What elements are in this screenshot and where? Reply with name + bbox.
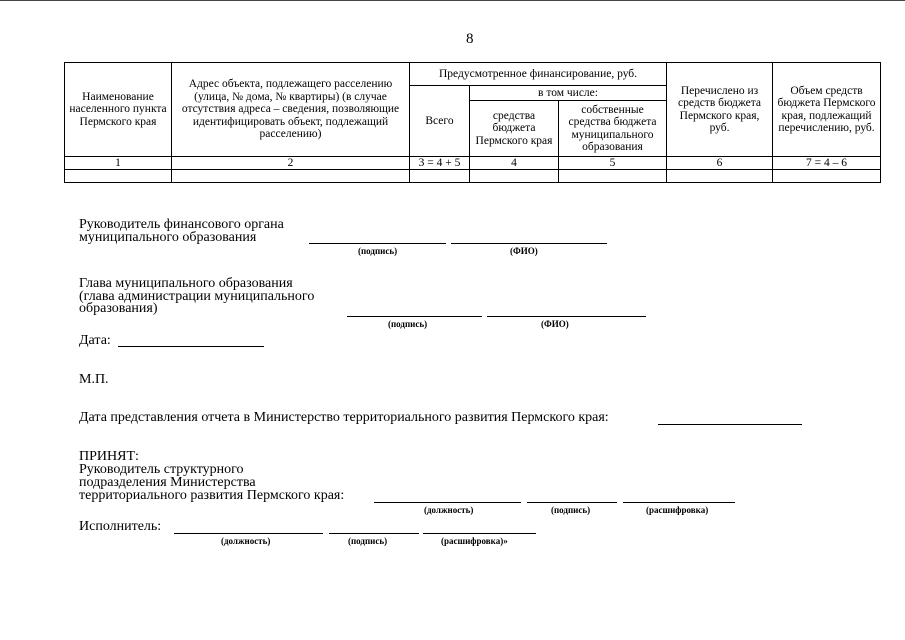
finance-head-signature-field[interactable] [309,243,446,244]
header-transferred: Перечислено из средств бюджета Пермского края, руб. [667,63,773,157]
table-cell[interactable] [667,170,773,183]
executor-label: Исполнитель: [79,519,162,534]
report-date-field[interactable] [658,424,802,425]
date-label: Дата: [79,333,111,348]
header-municipal-budget: собственные средства бюджета муниципального образования [559,101,667,157]
caption-decoding: (расшифровка) [646,505,709,515]
page-number: 8 [466,31,474,47]
column-number: 5 [559,157,667,170]
header-total: Всего [410,86,470,157]
table-cell[interactable] [65,170,172,183]
caption-name: (ФИО) [541,319,569,329]
column-number: 1 [65,157,172,170]
caption-position: (должность) [221,536,271,546]
caption-name: (ФИО) [510,246,538,256]
accepted-line1: Руководитель структурного [79,462,244,477]
municipal-head-title-line2: (глава администрации муниципального [79,289,315,304]
report-date-label: Дата представления отчета в Министерство территориального развития Пермского края: [79,410,609,425]
finance-head-name-field[interactable] [451,243,607,244]
finance-head-title-line1: Руководитель финансового органа [79,217,284,232]
executor-signature-field[interactable] [329,533,419,534]
caption-signature: (подпись) [551,505,591,515]
header-object-address: Адрес объекта, подлежащего расселению (улица, № дома, № квартиры) (в случае отсутствия адреса – сведения, позволяющие идентифицировать объект, подлежащий расселению) [172,63,410,157]
report-table [64,62,881,183]
column-number: 7 = 4 – 6 [773,157,881,170]
municipal-head-name-field[interactable] [487,316,646,317]
column-number: 2 [172,157,410,170]
caption-signature: (подпись) [358,246,398,256]
accepted-line3: территориального развития Пермского края: [79,488,345,503]
executor-decoding-field[interactable] [423,533,536,534]
table-cell[interactable] [410,170,470,183]
finance-head-title-line2: муниципального образования [79,230,257,245]
column-number: 3 = 4 + 5 [410,157,470,170]
column-number: 6 [667,157,773,170]
caption-signature: (подпись) [348,536,388,546]
municipal-head-signature-field[interactable] [347,316,482,317]
caption-position: (должность) [424,505,474,515]
table-cell[interactable] [559,170,667,183]
date-field[interactable] [118,346,264,347]
table-cell[interactable] [172,170,410,183]
municipal-head-title-line3: образования) [79,301,158,316]
accepted-position-field[interactable] [374,502,521,503]
page-top-border [0,0,905,1]
municipal-head-title-line1: Глава муниципального образования [79,276,293,291]
header-settlement-name: Наименование населенного пункта Пермского края [65,63,172,157]
header-including: в том числе: [470,86,667,101]
header-regional-budget: средства бюджета Пермского края [470,101,559,157]
accepted-decoding-field[interactable] [623,502,735,503]
header-to-transfer: Объем средств бюджета Пермского края, подлежащий перечислению, руб. [773,63,881,157]
caption-decoding: (расшифровка)» [441,536,508,546]
seal-label: М.П. [79,372,109,387]
column-number: 4 [470,157,559,170]
accepted-signature-field[interactable] [527,502,617,503]
header-planned-financing: Предусмотренное финансирование, руб. [410,63,667,86]
table-row [65,170,881,183]
table-cell[interactable] [773,170,881,183]
executor-position-field[interactable] [174,533,323,534]
accepted-line2: подразделения Министерства [79,475,256,490]
table-cell[interactable] [470,170,559,183]
accepted-title: ПРИНЯТ: [79,449,139,464]
caption-signature: (подпись) [388,319,428,329]
